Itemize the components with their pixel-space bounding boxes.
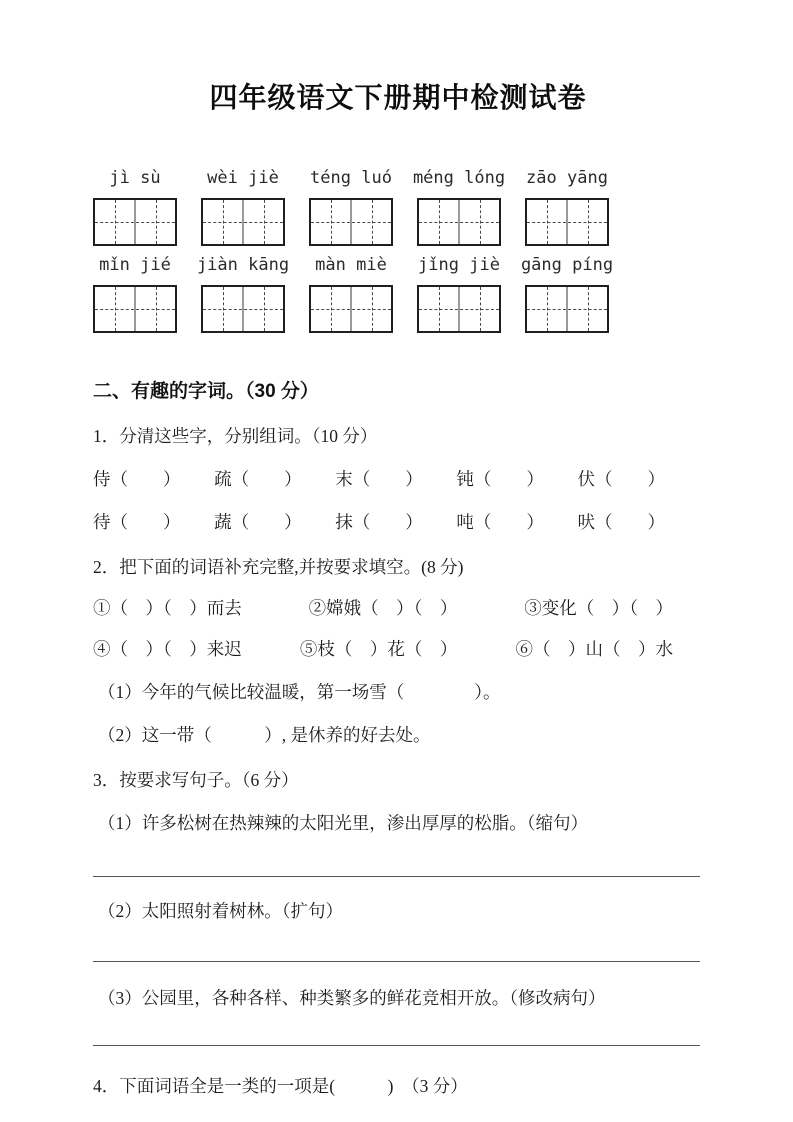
- page-content: [93, 0, 703, 1100]
- word-pair-item: 待（ ）: [93, 512, 181, 532]
- word-pair-item: 吨（ ）: [456, 512, 544, 532]
- pinyin-row-1: [93, 166, 703, 246]
- fill-blank-sentence-1: （1）今年的气候比较温暖，第一场雪（ ）。: [98, 682, 501, 702]
- grid-cell: [350, 287, 391, 331]
- fill-blank-sentence-2: （2）这一带（ ）, 是休养的好去处。: [98, 725, 431, 745]
- question-4-prompt: 4．下面词语全是一类的一项是( ) （3 分）: [93, 1076, 468, 1096]
- question-1-word-row-2: [93, 509, 665, 536]
- idiom-item: ①（ ）（ ）而去: [93, 598, 242, 618]
- writing-grid-box: [309, 285, 393, 333]
- writing-grid-box: [201, 198, 285, 246]
- grid-cell: [242, 200, 283, 244]
- question-1-prompt: 1．分清这些字，分别组词。（10 分）: [93, 426, 378, 446]
- pinyin-word-label: mǐn jié: [99, 255, 171, 275]
- word-pair-item: 伏（ ）: [577, 469, 665, 489]
- grid-cell: [242, 287, 283, 331]
- pinyin-column: [417, 253, 501, 333]
- writing-grid-box: [201, 285, 285, 333]
- section-2-heading: 二、有趣的字词。（30 分）: [93, 381, 319, 402]
- grid-cell: [458, 287, 499, 331]
- sentence-rewrite-item-3: （3）公园里，各种各样、种类繁多的鲜花竞相开放。（修改病句）: [98, 988, 606, 1008]
- grid-cell: [134, 200, 175, 244]
- idiom-item: ⑥（ ）山（ ）水: [515, 639, 673, 659]
- answer-line: [93, 876, 700, 877]
- writing-grid-box: [93, 198, 177, 246]
- grid-cell: [566, 200, 607, 244]
- writing-grid-box: [525, 198, 609, 246]
- pinyin-word-label: zāo yāng: [526, 168, 608, 188]
- grid-cell: [527, 200, 566, 244]
- word-pair-item: 疏（ ）: [214, 469, 302, 489]
- grid-cell: [203, 287, 242, 331]
- pinyin-column: [196, 253, 290, 333]
- idiom-item: ④（ ）（ ）来迟: [93, 639, 242, 659]
- pinyin-word-label: gāng píng: [520, 255, 614, 275]
- pinyin-word-label: téng luó: [310, 168, 392, 188]
- pinyin-word-label: méng lóng: [412, 168, 506, 188]
- question-1-word-row-1: [93, 466, 665, 493]
- word-pair-item: 吠（ ）: [577, 512, 665, 532]
- idiom-item: ②嫦娥（ ）（ ）: [308, 598, 458, 618]
- grid-cell: [566, 287, 607, 331]
- pinyin-column: [520, 253, 614, 333]
- question-2-idiom-row-1: [93, 595, 673, 622]
- pinyin-word-label: màn miè: [315, 255, 387, 275]
- answer-line: [93, 961, 700, 962]
- word-pair-item: 侍（ ）: [93, 469, 181, 489]
- page-title: 四年级语文下册期中检测试卷: [209, 82, 587, 113]
- pinyin-column: [93, 166, 177, 246]
- writing-grid-box: [417, 285, 501, 333]
- idiom-item: ⑤枝（ ）花（ ）: [299, 639, 458, 659]
- sentence-rewrite-item-1: （1）许多松树在热辣辣的太阳光里，渗出厚厚的松脂。（缩句）: [98, 813, 588, 833]
- grid-cell: [419, 287, 458, 331]
- pinyin-column: [201, 166, 285, 246]
- question-3-prompt: 3．按要求写句子。（6 分）: [93, 770, 299, 790]
- question-2-prompt: 2．把下面的词语补充完整,并按要求填空。(8 分): [93, 557, 464, 577]
- pinyin-column: [309, 166, 393, 246]
- grid-cell: [95, 287, 134, 331]
- answer-line: [93, 1045, 700, 1046]
- grid-cell: [203, 200, 242, 244]
- grid-cell: [350, 200, 391, 244]
- idiom-item: ③变化（ ）（ ）: [524, 598, 673, 618]
- writing-grid-box: [525, 285, 609, 333]
- grid-cell: [311, 287, 350, 331]
- grid-cell: [419, 200, 458, 244]
- grid-cell: [95, 200, 134, 244]
- pinyin-row-2: [93, 253, 703, 333]
- question-2-idiom-row-2: [93, 636, 673, 663]
- pinyin-column: [93, 253, 177, 333]
- writing-grid-box: [93, 285, 177, 333]
- word-pair-item: 蔬（ ）: [214, 512, 302, 532]
- writing-grid-box: [309, 198, 393, 246]
- pinyin-writing-section: [93, 166, 703, 333]
- pinyin-word-label: jǐng jiè: [418, 255, 500, 275]
- word-pair-item: 末（ ）: [335, 469, 423, 489]
- pinyin-column: [412, 166, 506, 246]
- grid-cell: [134, 287, 175, 331]
- sentence-rewrite-item-2: （2）太阳照射着树林。（扩句）: [98, 901, 343, 921]
- writing-grid-box: [417, 198, 501, 246]
- word-pair-item: 抹（ ）: [335, 512, 423, 532]
- grid-cell: [458, 200, 499, 244]
- grid-cell: [527, 287, 566, 331]
- word-pair-item: 钝（ ）: [456, 469, 544, 489]
- pinyin-word-label: jì sù: [109, 168, 161, 188]
- pinyin-column: [309, 253, 393, 333]
- pinyin-word-label: wèi jiè: [207, 168, 279, 188]
- pinyin-word-label: jiàn kāng: [196, 255, 290, 275]
- grid-cell: [311, 200, 350, 244]
- pinyin-column: [525, 166, 609, 246]
